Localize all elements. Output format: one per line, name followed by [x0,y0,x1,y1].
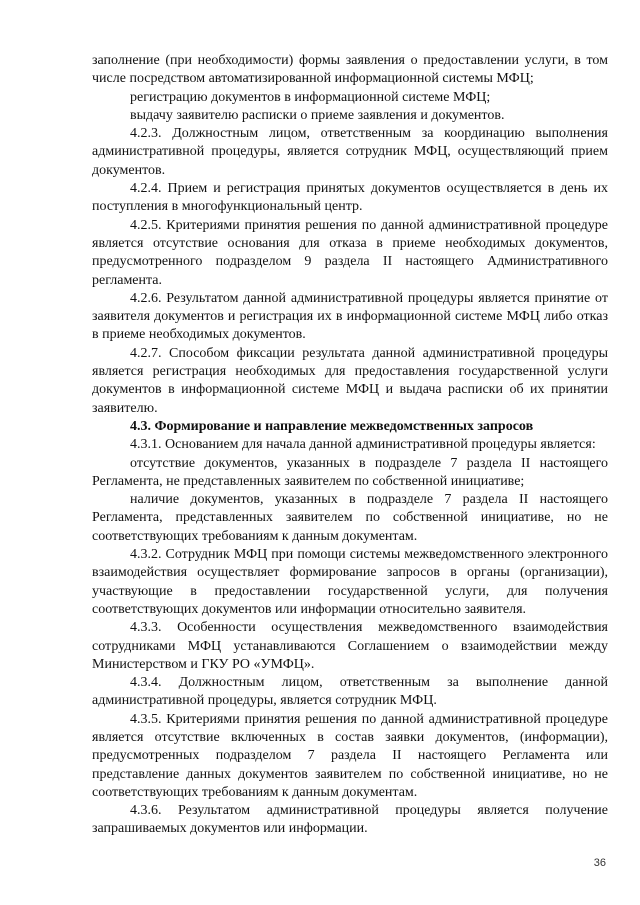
paragraph: 4.3.2. Сотрудник МФЦ при помощи системы межведомственного электронного взаимодействия осуществляет формирование запросов в органы (организации), участвующие в предоставлении государственной услуги, для получения соответствующих документов или информации относительно заявителя. [92,547,608,617]
document-body [92,52,608,839]
paragraph: 4.2.5. Критериями принятия решения по данной административной процедуре является отсутствие основания для отказа в приеме необходимых документов, предусмотренного подразделом 9 раздела II настоящего Административного регламента. [92,217,608,288]
paragraph: 4.3.3. Особенности осуществления межведомственного взаимодействия сотрудниками МФЦ устанавливаются Соглашением о взаимодействии между Министерством и ГКУ РО «УМФЦ». [92,620,608,672]
paragraph: 4.3.1. Основанием для начала данной административной процедуры является: [130,437,596,453]
paragraph: наличие документов, указанных в подразделе 7 раздела II настоящего Регламента, представленных заявителем по собственной инициативе, но не соответствующих требованиям к данным документам. [92,492,608,544]
page-number: 36 [593,857,606,869]
paragraph: заполнение (при необходимости) формы заявления о предоставлении услуги, в том числе посредством автоматизированной информационной системы МФЦ; [92,53,608,87]
paragraph: 4.3.4. Должностным лицом, ответственным за выполнение данной административной процедуры, является сотрудник МФЦ. [92,675,608,709]
paragraph: 4.2.4. Прием и регистрация принятых документов осуществляется в день их поступления в многофункциональный центр. [92,181,608,215]
paragraph: отсутствие документов, указанных в подразделе 7 раздела II настоящего Регламента, не представленных заявителем по собственной инициативе; [92,455,608,489]
paragraph: 4.2.6. Результатом данной административной процедуры является принятие от заявителя документов и регистрация их в информационной системе МФЦ либо отказ в приеме необходимых документов. [92,290,608,343]
paragraph: 4.2.3. Должностным лицом, ответственным за координацию выполнения административной процедуры, является сотрудник МФЦ, осуществляющий прием документов. [92,126,608,178]
paragraph: регистрацию документов в информационной системе МФЦ; [130,89,491,105]
paragraph: 4.3.5. Критериями принятия решения по данной административной процедуре является отсутствие включенных в состав заявки документов, (информации), предусмотренных подразделом 7 раздела II настоящего Регламента или представление данных документов заявителем по собственной инициативе, но не соответствующих требованиям к данным документам. [92,711,608,800]
paragraph: 4.3.6. Результатом административной процедуры является получение запрашиваемых документов или информации. [92,803,608,837]
paragraph: 4.2.7. Способом фиксации результата данной административной процедуры является регистрация необходимых для предоставления государственной услуги документов в информационной системе МФЦ и выдача расписки об их принятии заявителю. [92,345,608,416]
section-heading: 4.3. Формирование и направление межведомственных запросов [130,418,534,434]
paragraph: выдачу заявителю расписки о приеме заявления и документов. [130,107,505,123]
